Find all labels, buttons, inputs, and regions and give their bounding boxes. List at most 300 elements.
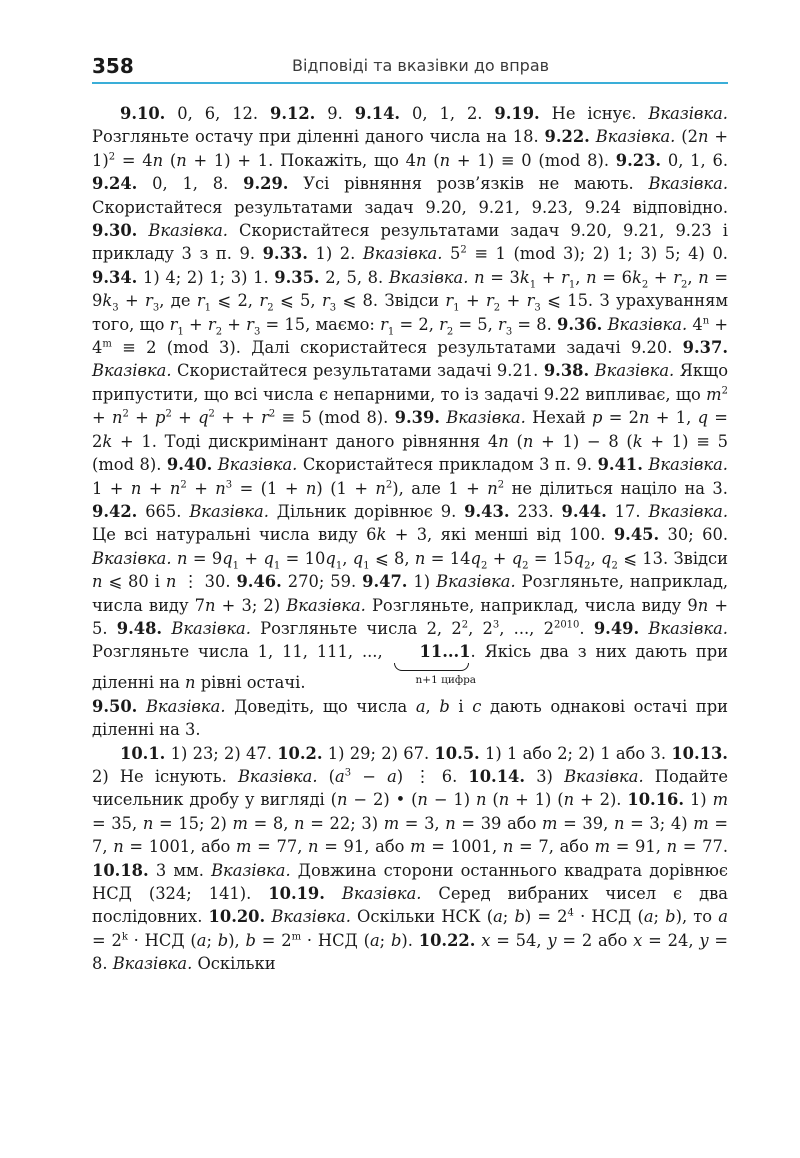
italic-text: b bbox=[217, 930, 229, 950]
text-run: 1 + bbox=[92, 478, 131, 498]
text-run: , bbox=[425, 696, 440, 716]
subscript: 3 bbox=[505, 325, 513, 337]
italic-text: n bbox=[308, 837, 319, 857]
text-run: = 15; 2) bbox=[153, 813, 233, 833]
text-run: = 2 bbox=[92, 408, 728, 451]
italic-text: q bbox=[222, 548, 233, 568]
running-title: Відповіді та вказівки до вправ bbox=[292, 56, 550, 75]
text-run: ; bbox=[206, 930, 218, 950]
exercise-number: 9.22. bbox=[544, 127, 590, 147]
text-run bbox=[137, 221, 148, 240]
italic-text: a bbox=[643, 907, 654, 927]
superscript: 2 bbox=[460, 245, 467, 257]
italic-text: n bbox=[142, 813, 154, 833]
page-header bbox=[92, 52, 728, 88]
subscript: 1 bbox=[453, 302, 460, 314]
exercise-number: 10.13. bbox=[671, 743, 728, 763]
subscript: 1 bbox=[273, 559, 281, 571]
paragraph-9-50 bbox=[92, 695, 728, 742]
exercise-number: 9.12. bbox=[270, 104, 316, 123]
italic-text: n bbox=[487, 478, 498, 498]
text-run: + 3, які менші від 100. bbox=[386, 525, 614, 545]
text-run: 1) 29; 2) 67. bbox=[322, 743, 435, 763]
italic-text: a bbox=[387, 766, 397, 786]
page-number: 358 bbox=[92, 54, 134, 78]
italic-text: n bbox=[697, 127, 709, 147]
exercise-number: 10.16. bbox=[627, 790, 685, 810]
italic-text: Вказівка. bbox=[211, 860, 291, 880]
italic-text: n bbox=[613, 813, 625, 833]
subscript: 1 bbox=[204, 302, 212, 314]
text-run: = 1001, bbox=[425, 837, 503, 857]
italic-text: n bbox=[205, 595, 216, 615]
italic-text: p bbox=[591, 408, 603, 428]
italic-text: n bbox=[111, 408, 123, 428]
italic-text: n bbox=[563, 790, 575, 810]
text-run: Якщо припустити, що всі числа є непарними, то із задачі 9.22 випливає, що bbox=[92, 361, 728, 404]
text-run: 2) Не існують. bbox=[92, 766, 238, 786]
italic-text: q bbox=[325, 548, 336, 568]
text-run: · НСД ( bbox=[127, 930, 197, 950]
text-run: = 91, або bbox=[318, 837, 411, 857]
italic-text: r bbox=[259, 291, 268, 311]
italic-text: n bbox=[414, 548, 426, 568]
text-run: = 2 bbox=[255, 930, 292, 950]
text-run: + bbox=[183, 314, 208, 334]
italic-text: n bbox=[337, 790, 348, 810]
text-run: , bbox=[575, 267, 587, 287]
subscript: 3 bbox=[152, 302, 160, 314]
text-run: Нехай bbox=[525, 408, 592, 428]
text-run: ) ⋮ 6. bbox=[396, 766, 469, 786]
text-run: + 1, bbox=[649, 408, 698, 428]
exercise-number: 9.46. bbox=[236, 572, 282, 592]
text-run: + bbox=[186, 478, 216, 498]
text-run: ⩽ 8. Звідси bbox=[336, 291, 446, 311]
italic-text: n bbox=[502, 837, 514, 857]
text-run: . bbox=[579, 618, 594, 638]
text-run: 1) bbox=[684, 790, 713, 810]
text-run: = 39, bbox=[557, 813, 614, 833]
italic-text: Вказівка. bbox=[388, 267, 469, 287]
italic-text: b bbox=[390, 930, 402, 950]
exercise-number: 9.14. bbox=[354, 104, 401, 123]
subscript: 2 bbox=[584, 559, 591, 571]
text-run: + + bbox=[214, 408, 262, 428]
italic-text: a bbox=[493, 907, 503, 927]
italic-text: r bbox=[498, 314, 506, 334]
underbrace-note: n+1 цифра bbox=[415, 674, 477, 687]
exercise-number: 10.20. bbox=[208, 907, 266, 927]
italic-text: r bbox=[561, 267, 569, 287]
italic-text: n bbox=[215, 478, 226, 498]
text-run: Скористайтеся прикладом 3 п. 9. bbox=[297, 455, 598, 475]
italic-text: r bbox=[261, 408, 269, 428]
text-run: ⩽ 80 і bbox=[102, 572, 166, 592]
italic-text: r bbox=[380, 314, 388, 334]
text-run: + 2). bbox=[574, 790, 628, 810]
text-run: = 1001, або bbox=[123, 837, 237, 857]
text-run: + 1) bbox=[92, 127, 728, 170]
italic-text: n bbox=[294, 813, 305, 833]
italic-text: r bbox=[439, 314, 447, 334]
text-run: 270; 59. bbox=[281, 572, 363, 592]
text-run: + bbox=[459, 291, 486, 311]
text-run: Скористайтеся результатами задач 9.20, 9.21, 9.23 і прикладу 3 з п. 9. bbox=[92, 221, 728, 264]
italic-text: Вказівка. bbox=[446, 408, 526, 428]
italic-text: b bbox=[439, 696, 450, 716]
italic-text: Вказівка. bbox=[148, 221, 228, 241]
text-run: ) = 2 bbox=[524, 907, 568, 927]
text-run: = 8. bbox=[512, 314, 558, 334]
superscript: 2 bbox=[180, 479, 187, 491]
text-run: , bbox=[687, 267, 699, 287]
superscript: 2 bbox=[108, 151, 116, 163]
text-run: ), то bbox=[675, 907, 719, 927]
text-run: 0, 1, 8. bbox=[137, 174, 244, 194]
subscript: 2 bbox=[446, 325, 454, 337]
subscript: 1 bbox=[387, 325, 395, 337]
exercise-number: 9.48. bbox=[116, 618, 163, 638]
italic-text: n bbox=[130, 478, 142, 498]
exercise-number: 9.37. bbox=[682, 338, 728, 358]
text-run: = 8. bbox=[92, 930, 729, 974]
superscript: 2 bbox=[461, 619, 469, 631]
italic-text: q bbox=[511, 548, 523, 568]
exercise-number: 10.5. bbox=[434, 743, 480, 763]
subscript: 3 bbox=[534, 302, 541, 314]
exercise-number: 10.14. bbox=[468, 766, 526, 786]
text-run: = 91, bbox=[610, 837, 667, 857]
text-run: = 7, bbox=[92, 813, 729, 857]
italic-text: Вказівка. bbox=[92, 548, 172, 568]
subscript: 2 bbox=[480, 559, 488, 571]
italic-text: m bbox=[383, 813, 400, 833]
text-run: ; bbox=[502, 907, 515, 927]
text-run: 233. bbox=[509, 501, 562, 521]
text-run bbox=[162, 619, 171, 638]
superscript: m bbox=[291, 931, 302, 943]
exercise-number: 9.40. bbox=[166, 455, 213, 475]
italic-text: n bbox=[586, 267, 597, 287]
italic-text: n bbox=[639, 408, 650, 428]
italic-text: m bbox=[410, 837, 426, 857]
text-run: + 1. Тоді дискримінант даного рівняння 4 bbox=[112, 431, 499, 451]
superscript: 3 bbox=[344, 767, 352, 779]
text-run: і bbox=[449, 696, 473, 716]
superscript: 2 bbox=[268, 408, 276, 420]
italic-text: m bbox=[712, 790, 729, 810]
text-run: ≡ 1 (mod 3); 2) 1; 3) 5; 4) 0. bbox=[466, 244, 728, 264]
text-run: Не існує. bbox=[539, 104, 649, 123]
subscript: 2 bbox=[267, 302, 274, 314]
text-run: , bbox=[590, 548, 602, 568]
paragraph-section-9 bbox=[92, 102, 728, 695]
italic-text: x bbox=[633, 930, 643, 950]
exercise-number: 9.33. bbox=[262, 244, 308, 264]
subscript: 3 bbox=[253, 325, 261, 337]
italic-text: r bbox=[207, 314, 216, 334]
underbrace-number bbox=[392, 642, 477, 687]
superscript: 3 bbox=[492, 619, 500, 631]
text-run: , ..., 2 bbox=[499, 618, 554, 638]
text-run: ≡ 2 (mod 3). Далі скористайтеся результатами задачі 9.20. bbox=[111, 338, 683, 358]
text-run: ). bbox=[401, 930, 419, 950]
italic-text: Вказівка. bbox=[648, 618, 728, 638]
italic-text: r bbox=[196, 291, 205, 311]
text-run: . Якісь два з них дають при діленні на bbox=[92, 642, 729, 693]
text-run: 1) 1 або 2; 2) 1 або 3. bbox=[479, 743, 672, 763]
italic-text: n bbox=[165, 572, 177, 592]
italic-text: p bbox=[155, 408, 166, 428]
text-run: 665. bbox=[137, 501, 190, 521]
italic-text: c bbox=[472, 696, 482, 716]
subscript: 2 bbox=[215, 325, 223, 337]
italic-text: k bbox=[102, 291, 113, 311]
text-run: 0, 1, 2. bbox=[400, 104, 495, 123]
italic-text: r bbox=[145, 291, 153, 311]
underbrace-digits: 11...1 bbox=[419, 642, 471, 662]
italic-text: q bbox=[601, 548, 612, 568]
exercise-number: 9.44. bbox=[561, 501, 607, 521]
text-run: Розгляньте числа 1, 11, 111, ..., bbox=[92, 642, 392, 662]
text-run: Оскільки bbox=[350, 907, 442, 927]
italic-text: q bbox=[263, 548, 274, 568]
text-run: ; bbox=[379, 930, 391, 950]
text-run: 4 bbox=[687, 314, 703, 334]
text-run: − 1) bbox=[427, 790, 476, 810]
italic-text: y bbox=[547, 930, 557, 950]
text-run: = 24, bbox=[642, 930, 700, 950]
italic-text: m bbox=[232, 813, 248, 833]
italic-text: b bbox=[514, 907, 525, 927]
italic-text: n bbox=[666, 837, 678, 857]
superscript: 2 bbox=[721, 385, 728, 397]
italic-text: y bbox=[699, 930, 709, 950]
text-run: = 2 bbox=[602, 408, 640, 428]
italic-text: Вказівка. bbox=[594, 361, 675, 381]
italic-text: b bbox=[665, 907, 676, 927]
subscript: 2 bbox=[611, 559, 618, 571]
exercise-number: 9.23. bbox=[615, 150, 662, 170]
italic-text: n bbox=[697, 595, 709, 615]
exercise-number: 9.38. bbox=[543, 361, 590, 381]
exercise-number: 9.45. bbox=[613, 525, 660, 545]
text-run: Серед вибраних чисел є два послідовних. bbox=[92, 884, 728, 927]
italic-text: n bbox=[176, 150, 187, 170]
superscript: 2 bbox=[385, 479, 393, 491]
text-run: = 3; 4) bbox=[624, 813, 694, 833]
text-run: Довжина сторони останнього квадрата дорівнює НСД (324; 141). bbox=[92, 860, 728, 903]
text-run: 0, 1, 6. bbox=[661, 150, 729, 170]
text-run: не ділиться націло на 3. bbox=[504, 478, 728, 498]
subscript: 2 bbox=[522, 559, 529, 571]
text-run: ≡ 5 (mod 8). bbox=[275, 408, 395, 428]
text-run: − bbox=[351, 766, 388, 786]
subscript: 1 bbox=[335, 559, 343, 571]
text-run: Дільник дорівнює 9. bbox=[268, 501, 465, 521]
text-run: ⩽ 13. Звідси bbox=[617, 548, 729, 568]
italic-text: Вказівка. bbox=[362, 244, 443, 264]
italic-text: Вказівка. bbox=[271, 907, 351, 927]
text-run: = 8, bbox=[247, 813, 295, 833]
text-run: 3) bbox=[525, 766, 565, 786]
text-run: = 77. bbox=[677, 837, 729, 857]
text-run: 1) 4; 2) 1; 3) 1. bbox=[137, 267, 275, 287]
text-run: = 9 bbox=[187, 548, 223, 568]
italic-text: n bbox=[176, 548, 188, 568]
text-run: Розгляньте остачу при діленні даного числа на 18. bbox=[92, 127, 545, 147]
text-run: + bbox=[536, 267, 562, 287]
text-run: 2, 5, 8. bbox=[319, 267, 389, 287]
text-run: + 1) ≡ 0 (mod 8). bbox=[450, 150, 616, 170]
text-run: 1) 23; 2) 47. bbox=[165, 743, 278, 763]
text-run: 3 мм. bbox=[148, 860, 212, 880]
italic-text: r bbox=[445, 291, 454, 311]
italic-text: Вказівка. bbox=[648, 501, 728, 521]
italic-text: r bbox=[321, 291, 330, 311]
text-run: = (1 + bbox=[232, 478, 306, 498]
text-run: − 2) • ( bbox=[347, 790, 418, 810]
text-run: ), але 1 + bbox=[392, 478, 488, 498]
text-run: ⩽ 15. З урахуванням того, що bbox=[92, 291, 729, 334]
text-run: + 5. bbox=[92, 595, 728, 638]
italic-text: Вказівка. bbox=[217, 455, 298, 475]
italic-text: n bbox=[522, 431, 534, 451]
text-run: + 1) ( bbox=[509, 790, 564, 810]
text-run: + bbox=[171, 408, 199, 428]
superscript: 2 bbox=[208, 408, 215, 420]
text-run: 1) bbox=[407, 572, 437, 592]
text-run: = 10 bbox=[280, 548, 326, 568]
subscript: 1 bbox=[568, 279, 576, 291]
italic-text: m bbox=[594, 837, 611, 857]
text-run: = 3 bbox=[484, 267, 520, 287]
text-run: 1) 2. bbox=[307, 244, 363, 264]
exercise-number: 10.2. bbox=[277, 743, 323, 763]
subscript: 3 bbox=[329, 302, 337, 314]
subscript: 1 bbox=[177, 325, 184, 337]
text-run: Скористайтеся результатами задачі 9.21. bbox=[171, 361, 544, 381]
italic-text: Вказівка. bbox=[112, 954, 193, 974]
text-run: НСК ( bbox=[441, 907, 494, 927]
italic-text: Вказівка. bbox=[607, 314, 688, 334]
italic-text: a bbox=[196, 930, 207, 950]
text-run: , де bbox=[159, 291, 197, 311]
subscript: 1 bbox=[529, 279, 537, 291]
text-run: · НСД ( bbox=[573, 907, 644, 927]
text-run: = 39 або bbox=[455, 813, 543, 833]
italic-text: n bbox=[498, 790, 510, 810]
text-run: + 1) − 8 ( bbox=[533, 431, 633, 451]
subscript: 2 bbox=[641, 279, 649, 291]
superscript: m bbox=[102, 338, 112, 350]
exercise-number: 9.47. bbox=[362, 572, 408, 592]
paragraph-section-10 bbox=[92, 742, 728, 976]
italic-text: Вказівка. bbox=[648, 104, 728, 123]
italic-text: a bbox=[335, 766, 345, 786]
text-run: ), bbox=[228, 930, 246, 950]
exercise-number: 9.24. bbox=[92, 174, 138, 194]
text-run: · НСД ( bbox=[301, 930, 370, 950]
text-run bbox=[325, 884, 342, 903]
text-run: = 22; 3) bbox=[304, 813, 384, 833]
italic-text: r bbox=[486, 291, 494, 311]
exercise-number: 10.18. bbox=[92, 860, 149, 880]
italic-text: n bbox=[305, 478, 317, 498]
superscript: 4 bbox=[567, 907, 574, 919]
text-run: + 3; 2) bbox=[215, 595, 287, 615]
superscript: 2 bbox=[497, 479, 505, 491]
text-run: + bbox=[128, 408, 156, 428]
italic-text: Вказівка. bbox=[171, 618, 251, 638]
text-run: Розгляньте числа 2, 2 bbox=[250, 618, 462, 638]
italic-text: k bbox=[102, 431, 113, 451]
superscript: 2 bbox=[165, 408, 172, 420]
text-run: = 3, bbox=[399, 813, 446, 833]
italic-text: n bbox=[113, 837, 124, 857]
text-run: , bbox=[342, 548, 353, 568]
italic-text: n bbox=[445, 813, 456, 833]
italic-text: n bbox=[698, 267, 709, 287]
italic-text: n bbox=[475, 790, 487, 810]
italic-text: Вказівка. bbox=[237, 766, 318, 786]
exercise-number: 9.41. bbox=[597, 455, 643, 475]
text-run: + 1) + 1. Покажіть, що 4 bbox=[186, 150, 417, 170]
italic-text: n bbox=[416, 150, 427, 170]
text-run: ⋮ 30. bbox=[176, 572, 237, 592]
text-run: Скористайтеся результатами задач 9.20, 9.21, 9.23, 9.24 відповідно. bbox=[92, 197, 728, 217]
text-run: = 2 bbox=[92, 930, 122, 950]
text-run: 30; 60. bbox=[659, 525, 728, 545]
italic-text: a bbox=[718, 907, 728, 927]
exercise-number: 9.30. bbox=[92, 221, 138, 241]
text-run: ( bbox=[163, 150, 177, 170]
italic-text: Вказівка. bbox=[189, 501, 269, 521]
text-run: Усі рівняння розв’язків не мають. bbox=[288, 174, 649, 194]
text-run: ( bbox=[508, 431, 523, 451]
italic-text: q bbox=[352, 548, 364, 568]
text-run: + 1) ≡ 5 (mod 8). bbox=[92, 431, 728, 475]
italic-text: Вказівка. bbox=[564, 766, 644, 786]
text-run: = 2, bbox=[394, 314, 440, 334]
text-run: + bbox=[141, 478, 170, 498]
answers-text bbox=[92, 102, 728, 976]
text-run: ( bbox=[317, 766, 336, 786]
exercise-number: 9.10. bbox=[120, 104, 166, 123]
italic-text: k bbox=[632, 431, 643, 451]
text-run: 0, 6, 12. bbox=[165, 104, 271, 123]
italic-text: k bbox=[519, 267, 530, 287]
text-run: = 35, bbox=[92, 813, 143, 833]
text-run: Розгляньте, наприклад, числа виду 9 bbox=[365, 595, 698, 615]
text-run: + bbox=[500, 291, 527, 311]
italic-text: q bbox=[697, 408, 709, 428]
text-run: = 14 bbox=[425, 548, 471, 568]
italic-text: q bbox=[573, 548, 585, 568]
italic-text: n bbox=[152, 150, 164, 170]
text-run: = 6 bbox=[596, 267, 632, 287]
text-run: 17. bbox=[606, 501, 649, 521]
text-run: = 7, або bbox=[513, 837, 595, 857]
italic-text: m bbox=[542, 813, 558, 833]
text-run: ( bbox=[426, 150, 440, 170]
superscript: n bbox=[702, 315, 710, 327]
italic-text: q bbox=[198, 408, 209, 428]
exercise-number: 9.39. bbox=[394, 408, 440, 428]
italic-text: n bbox=[185, 673, 196, 693]
italic-text: n bbox=[474, 267, 485, 287]
